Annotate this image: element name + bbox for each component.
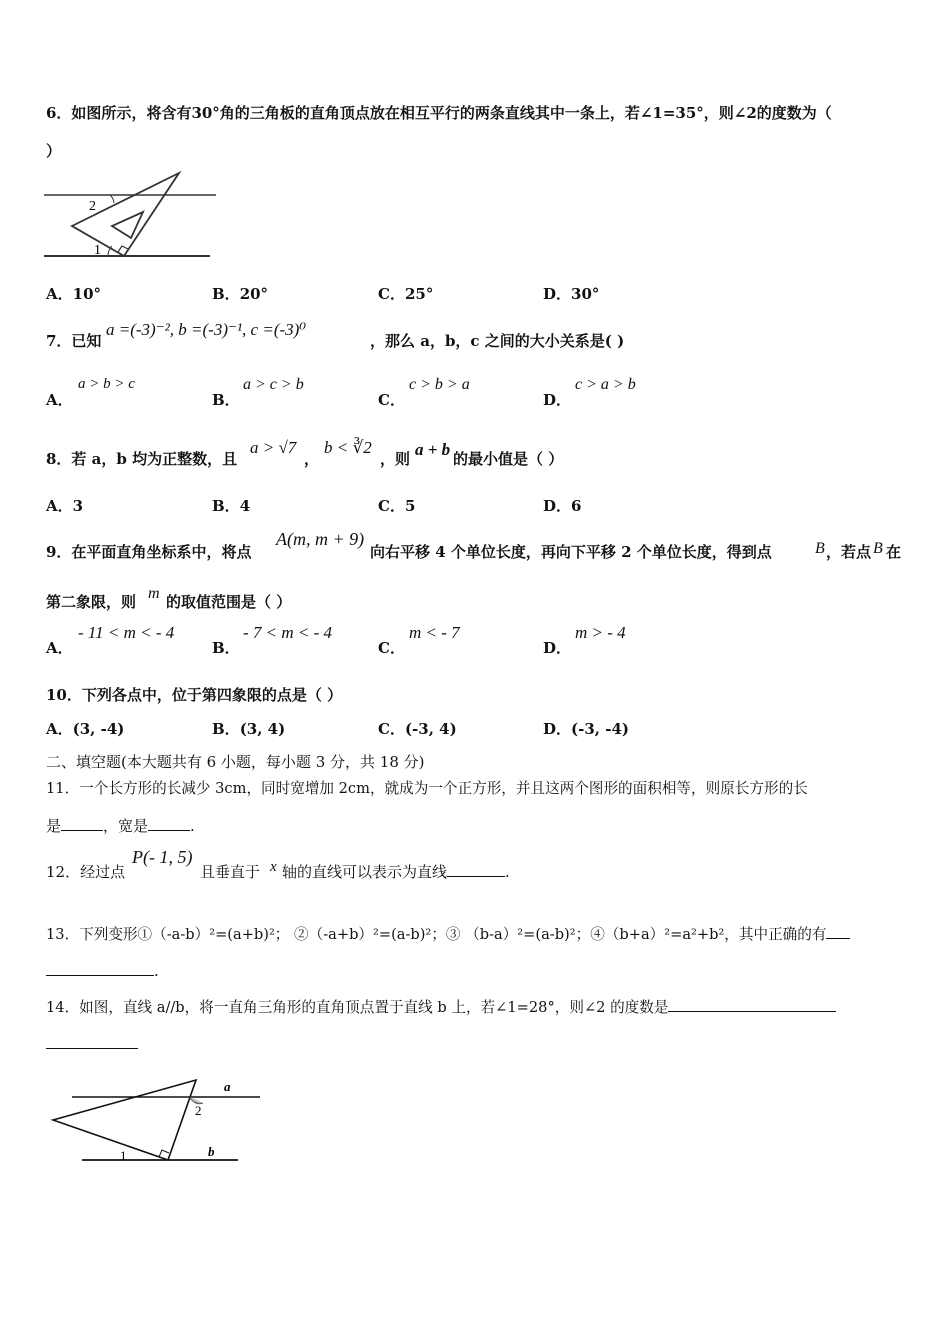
q9-option-c: m < - 7 xyxy=(409,623,460,642)
q9-option-b: - 7 < m < - 4 xyxy=(243,623,333,642)
q7-option-a: a > b > c xyxy=(78,376,135,392)
q7-option-c-key: C． xyxy=(378,391,405,409)
q9-var-m: m xyxy=(148,585,160,602)
q9-option-d-key: D． xyxy=(543,639,572,657)
q6-label-2: 2 xyxy=(89,199,96,214)
q7-formula: a =(-3)⁻², b =(-3)⁻¹, c =(-3)⁰ xyxy=(106,320,307,339)
q8-option-d: D．6 xyxy=(543,497,582,515)
q9-option-c-key: C． xyxy=(378,639,405,657)
q12-var-x: x xyxy=(270,859,277,875)
q8-prefix: 8．若 a，b 均为正整数，且 xyxy=(46,450,238,468)
q9-option-a-key: A． xyxy=(46,639,73,657)
q10-stem: 10．下列各点中，位于第四象限的点是（ ） xyxy=(46,686,343,704)
q8-mid: ，则 xyxy=(380,450,411,468)
q14-answer-blank-1[interactable] xyxy=(668,997,836,1012)
q6-angle2-arc xyxy=(110,195,114,203)
q10-option-a: A．(3, -4) xyxy=(46,720,125,738)
q12-prefix: 12．经过点 xyxy=(46,863,126,881)
q7-option-b: a > c > b xyxy=(243,376,304,393)
q13-answer-blank-1[interactable] xyxy=(826,924,850,939)
q9-prefix: 9．在平面直角坐标系中，将点 xyxy=(46,543,252,561)
q11-line2: 是 ，宽是 . xyxy=(46,817,195,835)
q8-option-a: A．3 xyxy=(46,497,84,515)
q7-option-a-key: A． xyxy=(46,391,73,409)
q9-option-a: - 11 < m < - 4 xyxy=(78,623,175,642)
q10-option-c: C．(-3, 4) xyxy=(378,720,457,738)
q14-label-b: b xyxy=(208,1144,215,1159)
q9-point-b: B xyxy=(815,540,825,557)
q12-point-p: P(- 1, 5) xyxy=(132,847,193,867)
q8-suffix: 的最小值是（ ） xyxy=(453,450,564,468)
q8-cond-a: a > √7 xyxy=(250,438,297,457)
q8-option-b: B．4 xyxy=(212,497,251,515)
q10-option-b: B．(3, 4) xyxy=(212,720,286,738)
q8-option-c: C．5 xyxy=(378,497,416,515)
q7-option-d: c > a > b xyxy=(575,376,636,393)
q6-stem-end: ） xyxy=(46,142,62,160)
q14-line2 xyxy=(46,1034,138,1053)
q11-width-blank[interactable] xyxy=(148,816,190,831)
q9-line2-prefix: 第二象限，则 xyxy=(46,593,137,611)
q9-end: 在 xyxy=(886,543,902,561)
q11-length-blank[interactable] xyxy=(61,816,103,831)
q12-mid: 且垂直于 xyxy=(200,863,261,881)
q9-mid2: ，若点 xyxy=(826,543,872,561)
q6-option-a: A．10° xyxy=(46,285,102,303)
q8-expr: a + b xyxy=(415,440,451,459)
q13-answer-blank-2[interactable] xyxy=(46,961,154,976)
q14-label-1: 1 xyxy=(120,1148,127,1163)
q9-option-d: m > - 4 xyxy=(575,623,626,642)
q7-option-c: c > b > a xyxy=(409,376,470,393)
q6-stem: 6．如图所示，将含有30°角的三角板的直角顶点放在相互平行的两条直线其中一条上，若∠1=35°，则∠2的度数为（ xyxy=(46,104,832,122)
q9-point-b2: B xyxy=(873,540,883,557)
q14-label-a: a xyxy=(224,1079,231,1094)
q8-cond-b: b < ∛2 xyxy=(324,438,372,457)
q8-comma: ， xyxy=(304,450,320,468)
q11-line1: 11．一个长方形的长减少 3cm，同时宽增加 2cm，就成为一个正方形，并且这两个图形的面积相等，则原长方形的长 xyxy=(46,780,808,797)
q10-option-d: D．(-3, -4) xyxy=(543,720,629,738)
q14-answer-blank-2[interactable] xyxy=(46,1034,138,1049)
q13-line2: . xyxy=(46,961,159,980)
q6-option-d: D．30° xyxy=(543,285,600,303)
q14-figure xyxy=(48,1075,263,1170)
q7-suffix: ，那么 a，b，c 之间的大小关系是( ) xyxy=(370,332,625,350)
q7-option-b-key: B． xyxy=(212,391,240,409)
q6-option-b: B．20° xyxy=(212,285,269,303)
q14-label-2: 2 xyxy=(195,1103,202,1118)
q6-label-1: 1 xyxy=(94,243,101,258)
q14-line1: 14．如图，直线 a//b，将一直角三角形的直角顶点置于直线 b 上，若∠1=28°，则∠2 的度数是 xyxy=(46,996,836,1017)
q12-suffix: 轴的直线可以表示为直线 . xyxy=(282,863,510,881)
q9-mid: 向右平移 4 个单位长度，再向下平移 2 个单位长度，得到点 xyxy=(370,543,772,561)
q13-line1: 13．下列变形①（-a-b）²=(a+b)²； ②（-a+b）²=(a-b)²；③ （b-a）²=(a-b)²；④（b+a）²=a²+b²，其中正确的有 xyxy=(46,923,850,944)
section2-title: 二、填空题(本大题共有 6 小题，每小题 3 分，共 18 分) xyxy=(46,753,425,771)
q6-triangle-ruler xyxy=(72,173,179,256)
q7-prefix: 7．已知 xyxy=(46,332,102,350)
q6-option-c: C．25° xyxy=(378,285,434,303)
q7-option-d-key: D． xyxy=(543,391,572,409)
q6-figure xyxy=(44,168,219,263)
q9-point-a: A(m, m + 9) xyxy=(276,529,365,549)
q9-line2-suffix: 的取值范围是（ ） xyxy=(166,593,292,611)
q12-answer-blank[interactable] xyxy=(447,862,505,877)
q9-option-b-key: B． xyxy=(212,639,240,657)
q14-right-angle-mark xyxy=(159,1150,169,1157)
